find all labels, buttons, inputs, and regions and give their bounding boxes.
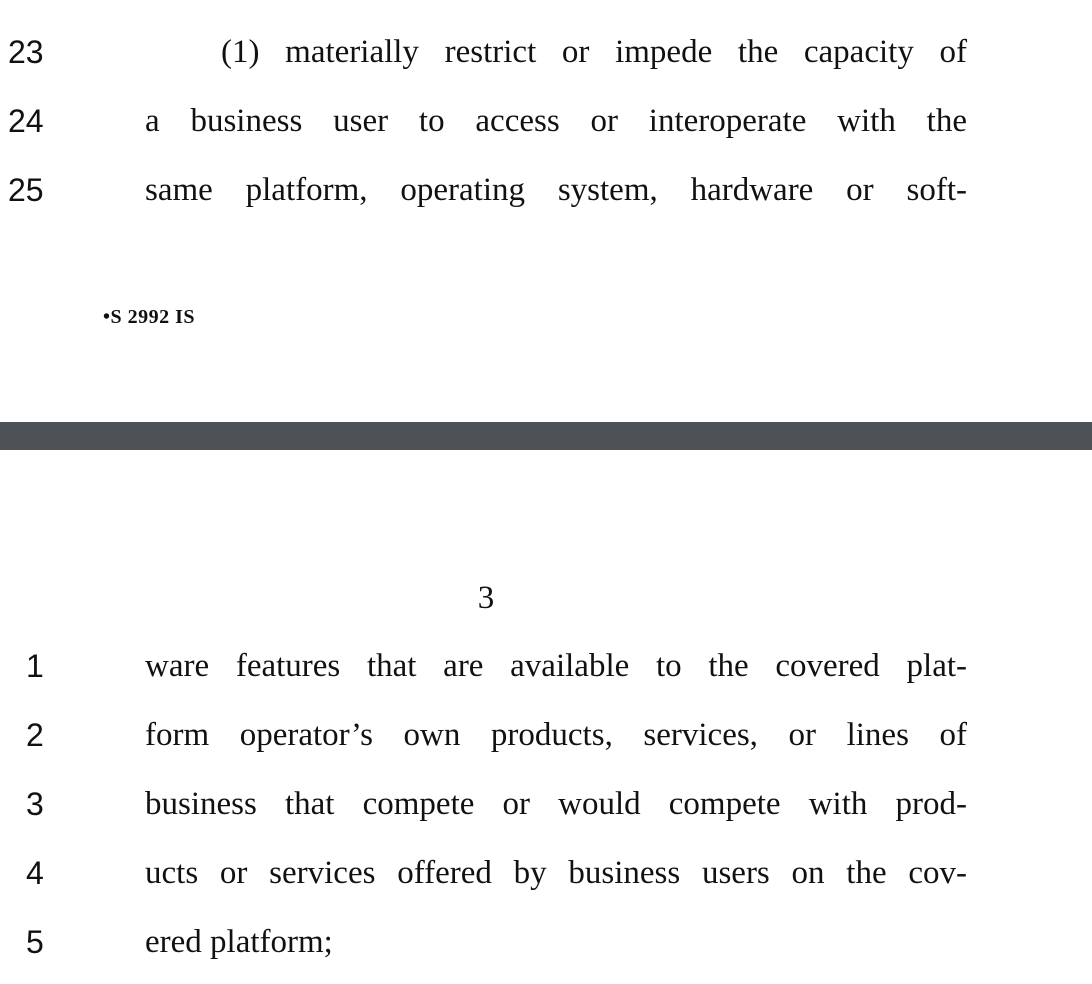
bill-id-text: S 2992 IS	[110, 306, 196, 328]
page-number: 3	[477, 580, 495, 616]
line-number: 1	[26, 648, 44, 684]
line-number: 4	[26, 855, 44, 891]
line-number: 25	[8, 172, 44, 208]
line-number: 2	[26, 717, 44, 753]
bill-text-line: same platform, operating system, hardware or soft-	[145, 172, 967, 208]
page-3-top	[0, 450, 1092, 984]
bill-text-line: ware features that are available to the covered plat-	[145, 648, 967, 684]
page-separator	[0, 422, 1092, 450]
bill-text-line: ucts or services offered by business users on the cov-	[145, 855, 967, 891]
bill-text-line: form operator’s own products, services, or lines of	[145, 717, 967, 753]
line-number: 24	[8, 103, 44, 139]
line-number: 3	[26, 786, 44, 822]
bullet-mark: •	[103, 306, 111, 328]
bill-text-line: a business user to access or interoperate with the	[145, 103, 967, 139]
bill-text-line: business that compete or would compete with prod-	[145, 786, 967, 822]
bill-text-line: ered platform;	[145, 924, 333, 960]
page-2-bottom	[0, 0, 1092, 422]
bill-identifier	[103, 304, 195, 330]
bill-text-line: (1) materially restrict or impede the capacity of	[221, 34, 967, 70]
line-number: 5	[26, 924, 44, 960]
line-number: 23	[8, 34, 44, 70]
